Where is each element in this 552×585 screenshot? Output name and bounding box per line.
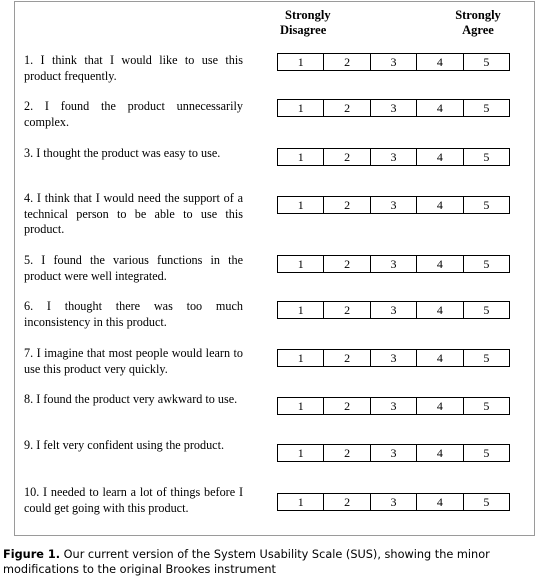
question-5: 5. I found the various functions in the product were well integrated.	[24, 253, 243, 283]
rating-option[interactable]: 3	[371, 197, 417, 213]
rating-option[interactable]: 4	[417, 100, 463, 116]
figure-caption-label: Figure 1.	[3, 548, 61, 561]
rating-scale-8	[277, 397, 510, 415]
rating-option[interactable]: 2	[324, 100, 370, 116]
rating-option[interactable]: 3	[371, 100, 417, 116]
rating-option[interactable]: 1	[278, 100, 324, 116]
rating-option[interactable]: 1	[278, 54, 324, 70]
rating-scale-1	[277, 53, 510, 71]
rating-option[interactable]: 4	[417, 149, 463, 165]
rating-option[interactable]: 2	[324, 302, 370, 318]
rating-option[interactable]: 5	[483, 101, 490, 115]
rating-option[interactable]: 1	[278, 302, 324, 318]
rating-option[interactable]: 1	[278, 350, 324, 366]
question-7: 7. I imagine that most people would learn to use this product very quickly.	[24, 346, 243, 376]
rating-option[interactable]: 4	[417, 494, 463, 510]
rating-option[interactable]: 2	[324, 197, 370, 213]
question-9: 9. I felt very confident using the product.	[24, 438, 225, 452]
rating-scale-5	[277, 255, 510, 273]
rating-option[interactable]: 1	[278, 398, 324, 414]
question-3: 3. I thought the product was easy to use.	[24, 146, 221, 160]
rating-scale-9	[277, 444, 510, 462]
rating-option[interactable]: 4	[417, 398, 463, 414]
rating-scale-2	[277, 99, 510, 117]
rating-option[interactable]: 3	[371, 149, 417, 165]
rating-option[interactable]: 5	[483, 55, 490, 69]
rating-option[interactable]: 3	[371, 398, 417, 414]
question-6: 6. I thought there was too much inconsistency in this product.	[24, 299, 243, 329]
rating-option[interactable]: 1	[278, 149, 324, 165]
rating-option[interactable]: 5	[483, 446, 490, 460]
question-2: 2. I found the product unnecessarily complex.	[24, 99, 243, 129]
rating-option[interactable]: 5	[483, 303, 490, 317]
rating-option[interactable]: 2	[324, 256, 370, 272]
strongly-agree-header	[445, 8, 511, 38]
rating-scale-6	[277, 301, 510, 319]
question-8: 8. I found the product very awkward to use.	[24, 392, 238, 406]
rating-option[interactable]: 2	[324, 398, 370, 414]
strongly-agree-line1: Strongly	[455, 8, 501, 22]
rating-option[interactable]: 3	[371, 256, 417, 272]
rating-option[interactable]: 5	[483, 399, 490, 413]
rating-option[interactable]: 2	[324, 350, 370, 366]
question-10: 10. I needed to learn a lot of things before I could get going with this product.	[24, 485, 243, 515]
rating-option[interactable]: 3	[371, 54, 417, 70]
rating-scale-4	[277, 196, 510, 214]
strongly-agree-line2: Agree	[462, 23, 494, 37]
question-4: 4. I think that I would need the support of a technical person to be able to use this product.	[24, 191, 243, 236]
rating-option[interactable]: 4	[417, 350, 463, 366]
rating-scale-7	[277, 349, 510, 367]
strongly-disagree-line1: Strongly	[285, 8, 331, 22]
rating-scale-10	[277, 493, 510, 511]
rating-option[interactable]: 4	[417, 54, 463, 70]
rating-option[interactable]: 1	[278, 256, 324, 272]
rating-option[interactable]: 3	[371, 494, 417, 510]
rating-option[interactable]: 1	[278, 494, 324, 510]
rating-option[interactable]: 5	[483, 257, 490, 271]
strongly-disagree-header	[280, 8, 340, 38]
rating-option[interactable]: 1	[278, 197, 324, 213]
figure-caption	[3, 547, 548, 577]
rating-option[interactable]: 3	[371, 445, 417, 461]
strongly-disagree-line2: Disagree	[280, 23, 327, 37]
rating-option[interactable]: 2	[324, 149, 370, 165]
rating-scale-3	[277, 148, 510, 166]
rating-option[interactable]: 5	[483, 150, 490, 164]
figure-caption-text: Our current version of the System Usability Scale (SUS), showing the minor modifications to the original Brookes instrument	[3, 548, 490, 576]
rating-option[interactable]: 1	[278, 445, 324, 461]
rating-option[interactable]: 3	[371, 302, 417, 318]
rating-option[interactable]: 4	[417, 256, 463, 272]
rating-option[interactable]: 3	[371, 350, 417, 366]
rating-option[interactable]: 5	[483, 351, 490, 365]
rating-option[interactable]: 4	[417, 197, 463, 213]
rating-option[interactable]: 4	[417, 302, 463, 318]
rating-option[interactable]: 5	[483, 198, 490, 212]
rating-option[interactable]: 2	[324, 445, 370, 461]
question-1: 1. I think that I would like to use this product frequently.	[24, 53, 243, 83]
rating-option[interactable]: 5	[483, 495, 490, 509]
rating-option[interactable]: 2	[324, 54, 370, 70]
rating-option[interactable]: 2	[324, 494, 370, 510]
rating-option[interactable]: 4	[417, 445, 463, 461]
